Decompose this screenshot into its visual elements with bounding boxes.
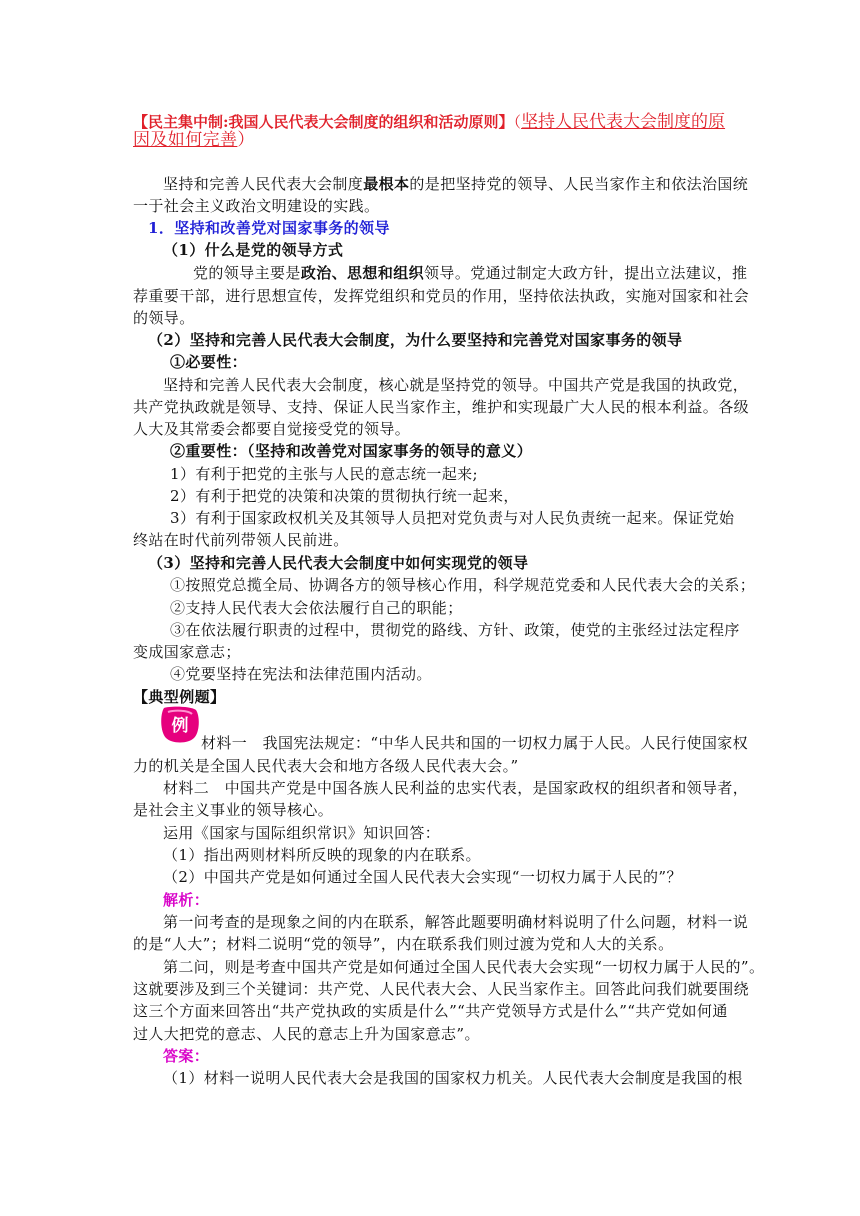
answer-line-1: （1）材料一说明人民代表大会是我国的国家权力机关。人民代表大会制度是我国的根 (163, 1069, 743, 1087)
analysis-2-line-1: 第二问，则是考查中国共产党是如何通过全国人民代表大会实现“一切权力属于人民的”。 (163, 958, 765, 976)
title-paren-close: ） (237, 130, 255, 150)
subheading-3: （3）坚持和完善人民代表大会制度中如何实现党的领导 (148, 554, 529, 572)
title-link-1[interactable]: 坚持人民代表大会制度的原 (521, 112, 726, 132)
intro-emphasis: 最根本 (363, 175, 410, 193)
example-heading: 【典型例题】 (133, 688, 226, 706)
title-main: 【民主集中制:我国人民代表大会制度的组织和活动原则】 (133, 113, 514, 131)
title-link-2[interactable]: 因及如何完善 (133, 130, 238, 150)
subheading-2: （2）坚持和完善人民代表大会制度，为什么要坚持和完善党对国家事务的领导 (148, 331, 683, 349)
subheading-1: （1）什么是党的领导方式 (163, 241, 344, 259)
analysis-2-line-4: 过人大把党的意志、人民的意志上升为国家意志”。 (133, 1025, 480, 1043)
question-intro: 运用《国家与国际组织常识》知识回答： (163, 824, 441, 842)
analysis-label: 解析： (163, 891, 210, 909)
importance-label: ②重要性：（坚持和改善党对国家事务的领导的意义） (170, 442, 533, 460)
answer-label: 答案： (163, 1047, 210, 1065)
analysis-1-line-1: 第一问考查的是现象之间的内在联系，解答此题要明确材料说明了什么问题，材料一说 (163, 913, 749, 931)
title-paren-open: （ (513, 113, 522, 131)
question-2: （2）中国共产党是如何通过全国人民代表大会实现“一切权力属于人民的”？ (163, 868, 682, 886)
importance-item-2: 2）有利于把党的决策和决策的贯彻执行统一起来， (170, 487, 519, 505)
question-1: （1）指出两则材料所反映的现象的内在联系。 (163, 846, 481, 864)
example-icon (160, 706, 200, 744)
how-item-3-line-2: 变成国家意志； (133, 643, 241, 661)
material2-line-2: 是社会主义事业的领导核心。 (133, 801, 334, 819)
necessity-label: ①必要性： (170, 353, 248, 371)
para1-line-2: 荐重要干部，进行思想宣传，发挥党组织和党员的作用，坚持依法执政，实施对国家和社会 (133, 287, 750, 305)
analysis-2-line-2: 这就要涉及到三个关键词：共产党、人民代表大会、人民当家作主。回答此问我们就要围绕 (133, 980, 750, 998)
para1-emphasis: 政治、思想和组织 (300, 264, 425, 282)
importance-item-1: 1）有利于把党的主张与人民的意志统一起来; (170, 465, 478, 483)
material1-line-1: 材料一 我国宪法规定：“中华人民共和国的一切权力属于人民。人民行使国家权 (201, 734, 749, 752)
intro-line-2: 一于社会主义政治文明建设的实践。 (133, 197, 380, 215)
para1-text-a: 党的领导主要是 (193, 264, 301, 282)
para2-line-1: 坚持和完善人民代表大会制度，核心就是坚持党的领导。中国共产党是我国的执政党， (163, 376, 749, 394)
how-item-2: ②支持人民代表大会依法履行自己的职能； (170, 599, 463, 617)
section-heading: 1．坚持和改善党对国家事务的领导 (148, 219, 390, 237)
document-title (133, 107, 733, 132)
importance-item-3-line-2: 终站在时代前列带领人民前进。 (133, 531, 349, 549)
para1-text-c: 领导。党通过制定大政方针，提出立法建议，推 (424, 264, 748, 282)
material2-line-1: 材料二 中国共产党是中国各族人民利益的忠实代表，是国家政权的组织者和领导者， (163, 779, 749, 797)
how-item-4: ④党要坚持在宪法和法律范围内活动。 (170, 665, 432, 683)
title-continuation (133, 130, 255, 150)
para1-line-3: 的领导。 (133, 309, 195, 327)
intro-text-a: 坚持和完善人民代表大会制度 (163, 175, 364, 193)
importance-item-3-line-1: 3）有利于国家政权机关及其领导人员把对党负责与对人民负责统一起来。保证党始 (170, 509, 735, 527)
intro-text-c: 的是把坚持党的领导、人民当家作主和依法治国统 (409, 175, 749, 193)
para2-line-2: 共产党执政就是领导、支持、保证人民当家作主，维护和实现最广大人民的根本利益。各级 (133, 398, 750, 416)
analysis-1-line-2: 的是“人大”；材料二说明“党的领导”，内在联系我们则过渡为党和人大的关系。 (133, 935, 674, 953)
para2-line-3: 人大及其常委会都要自觉接受党的领导。 (133, 420, 411, 438)
material1-line-2: 力的机关是全国人民代表大会和地方各级人民代表大会。” (133, 757, 519, 775)
how-item-3-line-1: ③在依法履行职责的过程中，贯彻党的路线、方针、政策，使党的主张经过法定程序 (170, 621, 740, 639)
how-item-1: ①按照党总揽全局、协调各方的领导核心作用，科学规范党委和人民代表大会的关系； (170, 576, 756, 594)
analysis-2-line-3: 这三个方面来回答出“共产党执政的实质是什么”“共产党领导方式是什么”“共产党如何通 (133, 1002, 728, 1020)
intro-line-1 (163, 174, 748, 194)
example-icon-label: 例 (171, 716, 189, 736)
para1-line-1 (193, 263, 747, 283)
